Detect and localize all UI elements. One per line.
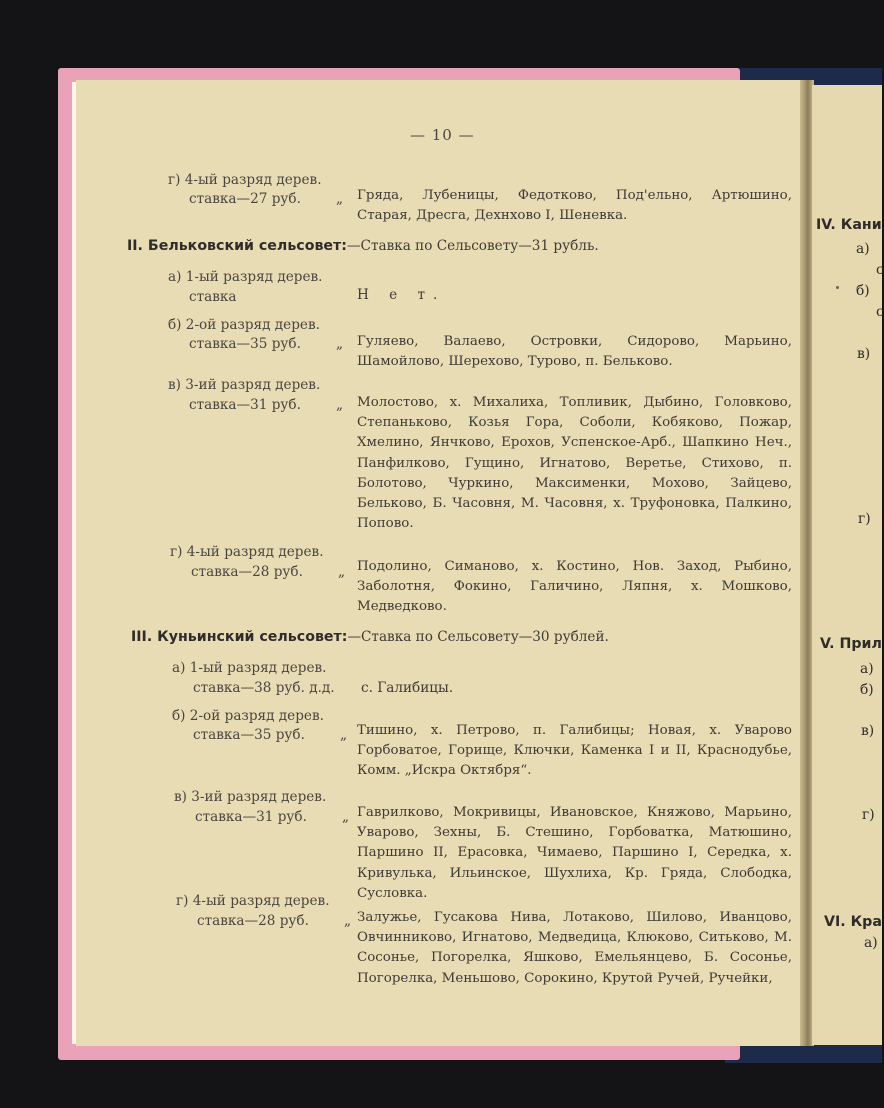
s2-b-category: б) 2-ой разряд дерев. [168,317,320,333]
s3-a-rate: ставка—38 руб. д.д. [193,680,335,696]
right-item-g1: г) [858,511,871,527]
section-3-heading [131,628,609,646]
right-section-4-heading: IV. Кани [816,217,882,233]
right-bullet [836,286,839,289]
s3-a-villages: с. Галибицы. [361,680,454,696]
right-section-5-heading: V. Прил [820,636,882,652]
s2-g-villages: Подолино, Симаново, х. Костино, Нов. Заход, Рыбино, Заболотня, Фокино, Галичино, Ляпня, х. Мошково, Медведково. [357,559,792,615]
right-item-c2: с [876,304,884,320]
right-item-v2: в) [861,723,875,739]
right-item-a2: а) [860,661,874,677]
s3-v-category: в) 3-ий разряд дерев. [174,789,327,805]
section-3-title: III. Куньинский сельсовет: [131,629,348,645]
s3-b-villages: Тишино, х. Петрово, п. Галибицы; Новая, х. Уварово Горбоватое, Горище, Ключки, Каменка I и II, Краснодубье, Комм. „Искра Октября“. [357,723,792,779]
s3-g-category: г) 4-ый разряд дерев. [176,893,330,909]
right-item-a3: а) [864,935,878,951]
s3-b-category: б) 2-ой разряд дерев. [172,708,324,724]
right-item-b2: б) [860,682,874,698]
s2-v-villages: Молостово, х. Михалиха, Топливик, Дыбино, Головково, Степаньково, Козья Гора, Соболи, Кобяково, Пожар, Хмелино, Янчково, Ерохов, Успенское-Арб., Шапкино Неч., Панфилково, Гущино, Игнатово, Веретье, Стихово, п. Болотово, Чуркино, Максименки, Мохово, Зайцево, Бельково, Б. Часовня, М. Часовня, х. Труфоновка, Палкино, Попово. [357,395,792,532]
section-2-rate: —Ставка по Сельсовету—31 рубль. [346,238,599,254]
s3-v-rate: ставка—31 руб. [195,809,307,825]
s2-b-mark: „ [336,336,344,352]
top-mark: „ [336,191,344,207]
s3-v-villages: Гаврилково, Мокривицы, Ивановское, Княжово, Марьино, Уварово, Зехны, Б. Стешино, Горбоватка, Матюшино, Паршино II, Ерасовка, Чимаево, Паршино I, Середка, х. Кривулька, Ильинское, Шухлиха, Кр. Гряда, Слободка, Сусловка. [357,805,792,901]
right-item-c1: с [876,262,884,278]
right-section-6-heading: VI. Кра [824,914,882,930]
section-3-rate: —Ставка по Сельсовету—30 рублей. [347,629,609,645]
s2-a-none: Н е т. [357,287,446,303]
s3-g-mark: „ [344,913,352,929]
right-item-v1: в) [857,346,871,362]
s2-a-rate: ставка [189,289,237,305]
top-villages: Гряда, Лубеницы, Федотково, Под'ельно, Артюшино, Старая, Дресга, Дехнхово I, Шеневка. [357,188,792,224]
s3-b-rate: ставка—35 руб. [193,727,305,743]
section-2-title: II. Бельковский сельсовет: [127,238,347,254]
s3-a-category: а) 1-ый разряд дерев. [172,660,327,676]
right-item-a1: а) [856,241,870,257]
page-number: — 10 — [410,126,475,144]
s3-g-villages: Залужье, Гусакова Нива, Лотаково, Шилово, Иванцово, Овчинниково, Игнатово, Медведица, Клюково, Ситьково, М. Сосонье, Погорелка, Яшково, Емельянцево, Б. Сосонье, Погорелка, Меньшово, Сорокино, Крутой Ручей, Ручейки, [357,910,792,986]
s2-v-category: в) 3-ий разряд дерев. [168,377,321,393]
s2-b-rate: ставка—35 руб. [189,336,301,352]
s2-g-rate: ставка—28 руб. [191,564,303,580]
s2-v-rate: ставка—31 руб. [189,397,301,413]
section-2-heading [127,237,599,255]
s2-v-mark: „ [336,397,344,413]
top-category: г) 4-ый разряд дерев. [168,172,322,188]
s2-g-mark: „ [338,564,346,580]
s3-b-mark: „ [340,727,348,743]
right-item-g2: г) [862,807,875,823]
s3-v-mark: „ [342,809,350,825]
s2-a-category: а) 1-ый разряд дерев. [168,269,323,285]
s3-g-rate: ставка—28 руб. [197,913,309,929]
s2-b-villages: Гуляево, Валаево, Островки, Сидорово, Марьино, Шамойлово, Шерехово, Турово, п. Бельково. [357,334,792,370]
s2-g-category: г) 4-ый разряд дерев. [170,544,324,560]
right-item-b1: б) [856,283,870,299]
top-rate: ставка—27 руб. [189,191,301,207]
